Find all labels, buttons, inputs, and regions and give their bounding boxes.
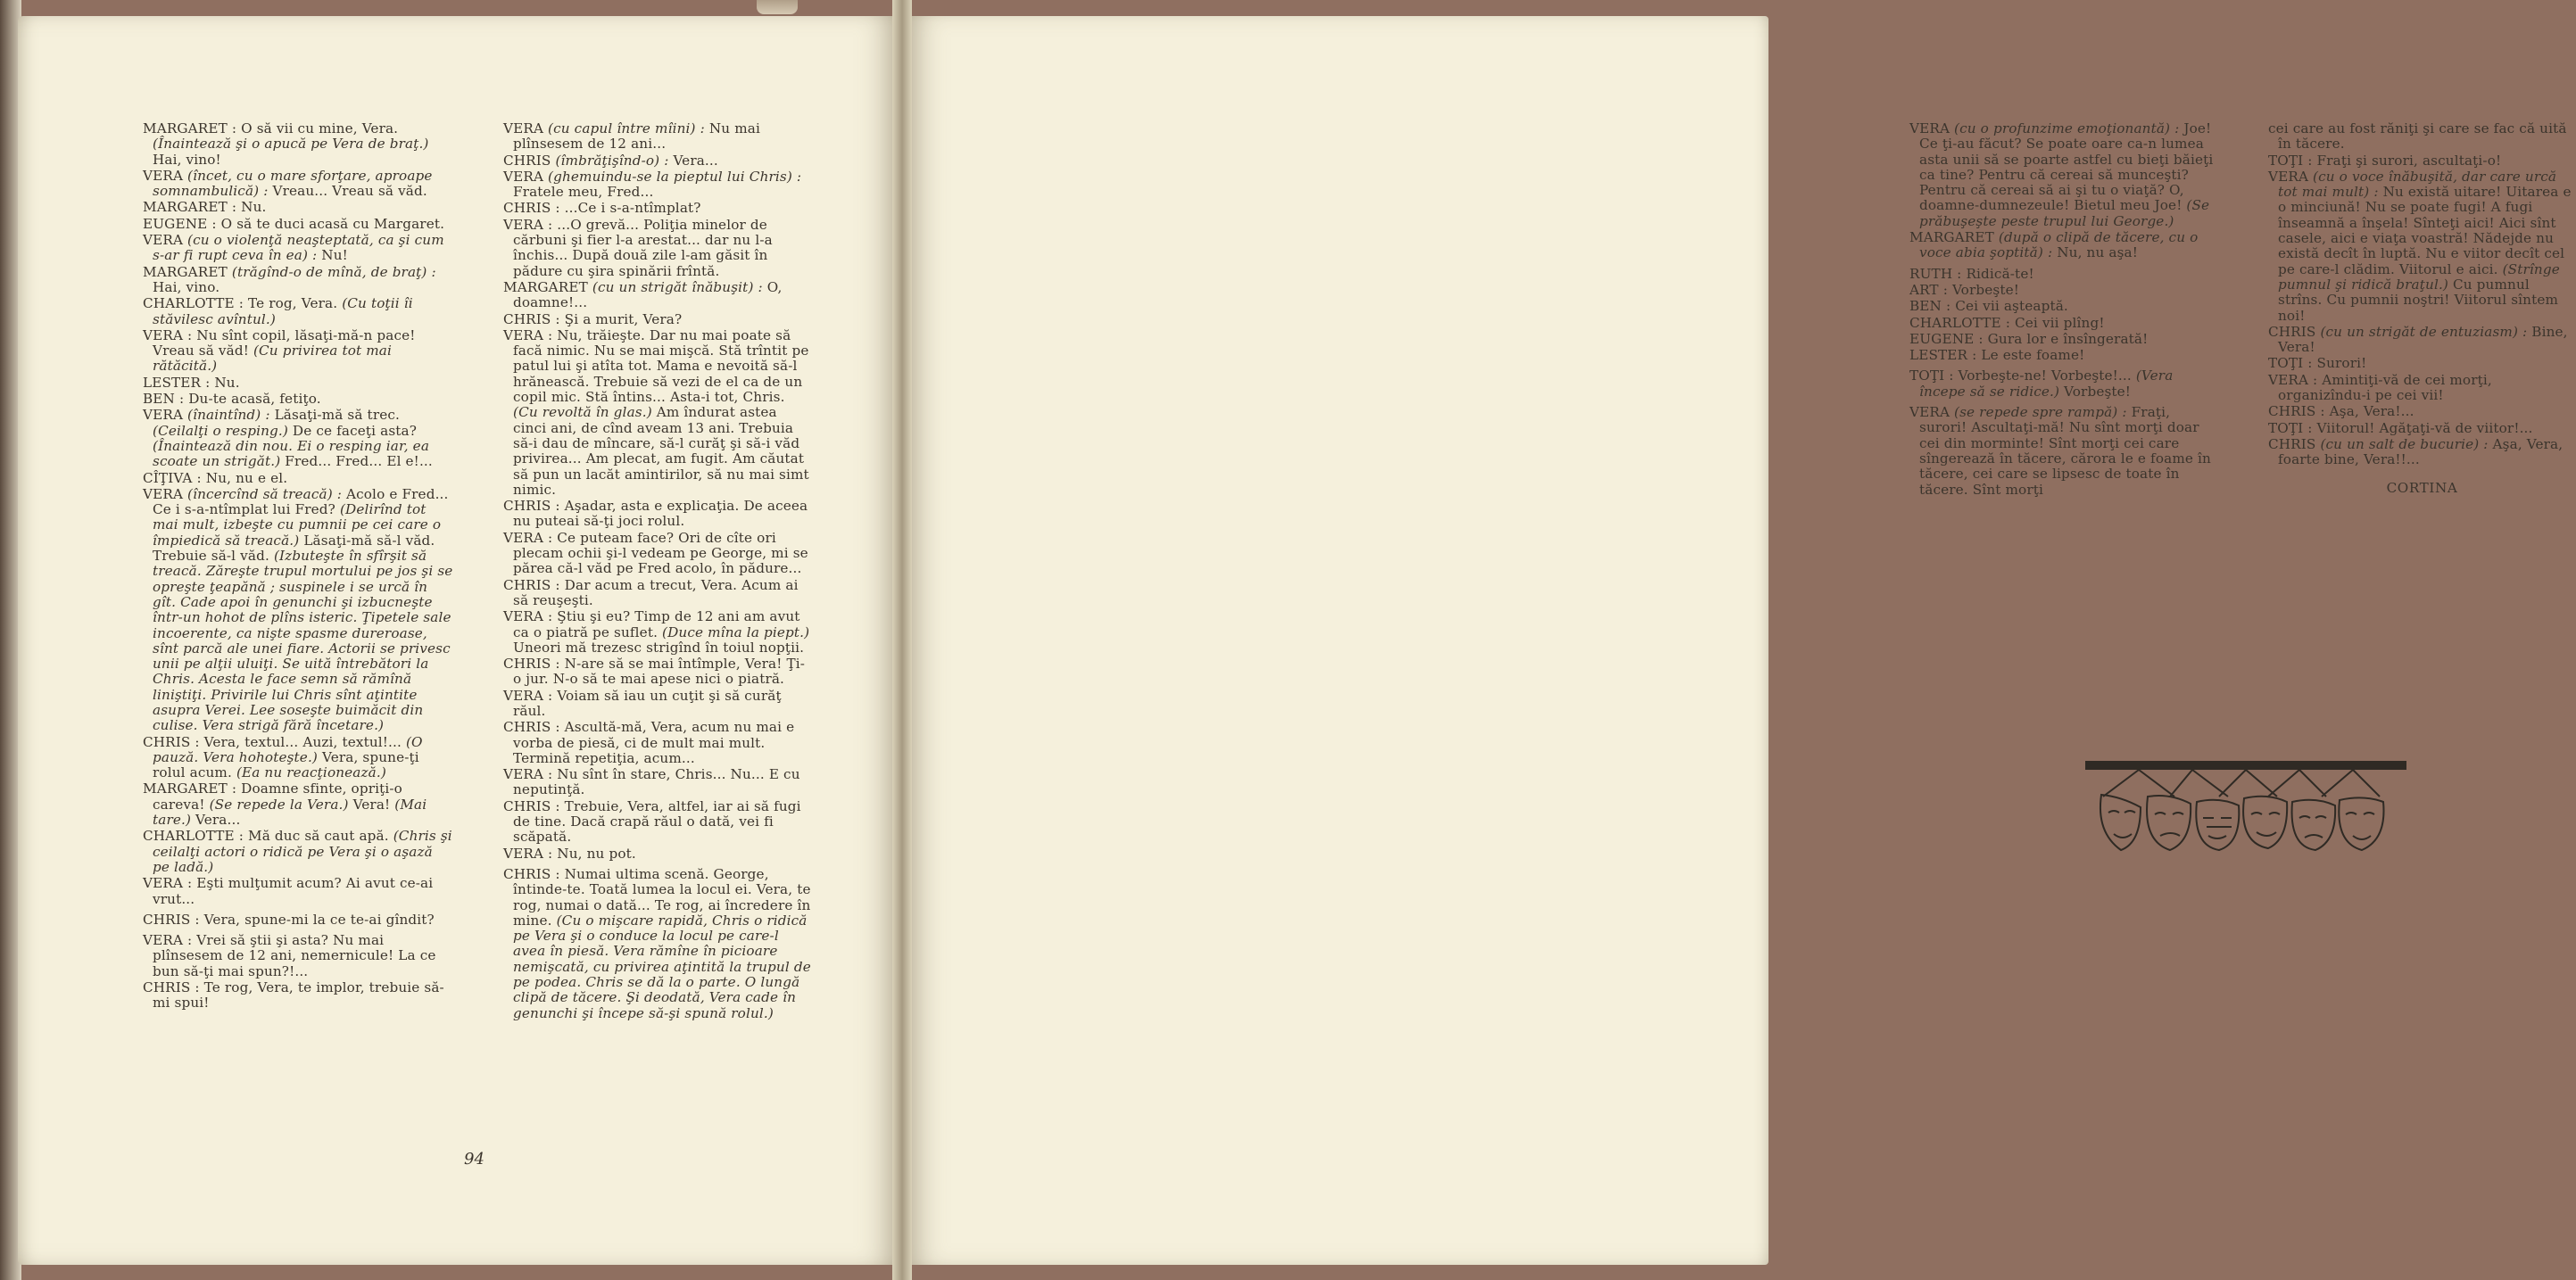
stage-direction: (cu o violenţă neaşteptată, ca şi cum s-ar fi rupt ceva în ea) :	[153, 232, 444, 264]
spoken-text: Lăsaţi-mă să trec.	[269, 407, 400, 424]
dialogue-line	[143, 200, 453, 215]
speaker-name: MARGARET	[503, 278, 588, 295]
dialogue-line	[143, 169, 453, 200]
spoken-text: Surori!	[2312, 355, 2367, 372]
spoken-text: Nu.	[236, 199, 267, 216]
dialogue-line	[503, 689, 811, 720]
speaker-name: CHRIS :	[503, 865, 560, 882]
dialogue-line	[503, 328, 811, 498]
dialogue-line	[503, 280, 811, 311]
stage-direction: (îmbrăţişînd-o) :	[551, 152, 669, 169]
spoken-text: O să vii cu mine, Vera.	[236, 120, 399, 136]
speaker-name: VERA	[143, 407, 184, 424]
stage-direction: (Izbuteşte în sfîrşit să treacă. Zăreşte trupul mortului pe jos şi se opreşte ţeapănă ; suspinele i se urcă în gît. Cade apoi în genunchi şi izbucneşte într-un hohot de plîns isteric. Ţipetele sale incoerente, ca nişte spasme dureroase, sînt parcă ale unei fiare. Actorii se privesc unii pe alţii uluiţi. Se uită întrebători la Chris. Acesta le face semn să rămînă liniştiţi. Privirile lui Chris sînt aţintite asupra Verei. Lee soseşte buimăcit din culise. Vera strigă fără încetare.)	[153, 548, 453, 734]
speaker-name: VERA :	[503, 326, 553, 343]
speaker-name: TOŢI :	[2268, 355, 2313, 372]
spoken-text: Nu!	[317, 247, 348, 264]
dialogue-line	[143, 265, 453, 296]
spoken-text: Aşa, Vera, foarte bine, Vera!!...	[2278, 435, 2564, 468]
dialogue-line	[503, 657, 811, 688]
speaker-name: LESTER :	[143, 374, 211, 391]
speaker-name: TOŢI :	[2268, 152, 2313, 169]
spoken-text: Eşti mulţumit acum? Ai avut ce-ai vrut...	[153, 875, 434, 907]
speaker-name: CÎŢIVA :	[143, 469, 202, 486]
dialogue-line	[2268, 121, 2576, 153]
stage-direction: (Chris şi ceilalţi actori o ridică pe Vera şi o aşază pe ladă.)	[153, 828, 452, 875]
stage-direction: (Mai tare.)	[153, 796, 427, 829]
spoken-text: N-are să se mai întîmple, Vera! Ţi-o jur. N-o să te mai apese nici o piatră.	[513, 656, 806, 688]
speaker-name: CHRIS :	[143, 911, 200, 928]
spoken-text: Viitorul! Agăţaţi-vă de viitor!...	[2312, 419, 2533, 436]
spoken-text: Vera, spune-ţi rolul acum.	[153, 748, 419, 781]
dialogue-line	[1909, 405, 2217, 498]
speaker-name: MARGARET :	[143, 120, 237, 136]
stage-direction: (încercînd să treacă) :	[183, 485, 343, 502]
dialogue-line	[143, 933, 453, 979]
spoken-text: Le este foame!	[1976, 347, 2085, 364]
speaker-name: VERA	[143, 485, 184, 502]
spoken-text: ...Ce i s-a-ntîmplat?	[559, 200, 701, 217]
column-2	[503, 121, 811, 1022]
spoken-text: Ce puteam face? Ori de cîte ori plecam ochii şi-l vedeam pe George, mi se părea că-l văd pe Fred acolo, în pădure...	[513, 529, 808, 577]
spoken-text: Vorbeşte-ne! Vorbeşte!...	[1953, 367, 2136, 384]
speaker-name: VERA :	[503, 608, 553, 625]
spoken-text: Trebuie, Vera, altfel, iar ai să fugi de tine. Dacă crapă răul o dată, vei fi scăpată.	[513, 797, 801, 846]
spoken-text: Vera...	[191, 812, 241, 829]
speaker-name: CHRIS :	[503, 797, 560, 814]
speaker-name: VERA :	[2268, 371, 2318, 388]
speaker-name: CHRIS :	[143, 733, 200, 750]
stage-direction: (cu un strigăt de entuziasm) :	[2315, 323, 2528, 340]
speaker-name: CHRIS :	[503, 719, 560, 736]
speaker-name: MARGARET :	[143, 780, 237, 797]
spoken-text: Te rog, Vera, te implor, trebuie să-mi spui!	[153, 979, 444, 1012]
speaker-name: CHRIS :	[503, 310, 560, 327]
stage-direction: (Ea nu reacţionează.)	[236, 764, 386, 781]
stage-direction: (Cu revoltă în glas.)	[513, 404, 652, 421]
speaker-name: VERA :	[143, 875, 193, 892]
dialogue-line	[1909, 230, 2217, 261]
dialogue-line	[1909, 332, 2217, 347]
spoken-text: O să te duci acasă cu Margaret.	[216, 215, 445, 232]
stage-direction: (Cu privirea tot mai rătăcită.)	[153, 343, 393, 375]
stage-direction: (Înaintează din nou. Ei o resping iar, ea scoate un strigăt.)	[153, 437, 430, 470]
dialogue-line	[1909, 299, 2217, 314]
dialogue-line	[503, 609, 811, 656]
dialogue-line	[1909, 267, 2217, 282]
speaker-name: CHRIS :	[2268, 403, 2325, 420]
dialogue-line	[503, 799, 811, 846]
stage-direction: (trăgînd-o de mînă, de braţ) :	[227, 263, 436, 280]
column-1	[143, 121, 453, 1012]
spoken-text: Aşa, Vera!...	[2324, 403, 2414, 420]
speaker-name: VERA	[143, 232, 184, 249]
spoken-text: Gura lor e însîngerată!	[1983, 330, 2149, 347]
dialogue-line	[143, 392, 453, 407]
spoken-text: Joe! Ce ţi-au făcut? Se poate oare ca-n lumea asta unii să se poarte astfel cu bieţi băieţi ca tine? Pentru că cereai să munceşti? Pentru că cereai să ai şi tu o viaţă? O, doamne-dumnezeule! Bietul meu Joe!	[1919, 120, 2214, 214]
column-3	[1909, 121, 2217, 499]
stage-direction: (Cu toţii îi stăvilesc avîntul.)	[153, 295, 413, 327]
dialogue-line	[2268, 325, 2576, 356]
spoken-text: Nu, trăieşte. Dar nu mai poate să facă nimic. Nu se mai mişcă. Stă trîntit pe patul lui şi atîta tot. Mama e nevoită să-l hrănească. Trebuie să vezi de el ca de un copil mic. Stă întins... Asta-i tot, Chris.	[513, 326, 809, 406]
dialogue-line	[143, 121, 453, 168]
dialogue-line	[503, 218, 811, 279]
spoken-text: Fraţi, surori! Ascultaţi-mă! Nu sînt morţi doar cei din morminte! Sînt morţi cei care sîngerează în tăcere, cărora le e foame în tăcere, cei care se lipsesc de toate în tăcere. Sînt morţi	[1919, 404, 2211, 498]
speaker-name: VERA	[503, 168, 544, 185]
spoken-text: O, doamne!...	[513, 278, 783, 311]
stage-direction: (cu un salt de bucurie) :	[2315, 435, 2489, 452]
spoken-text: Amintiţi-vă de cei morţi, organizîndu-i pe cei vii!	[2278, 371, 2492, 404]
spoken-text: Aşadar, asta e explicaţia. De aceea nu puteai să-ţi joci rolul.	[513, 498, 808, 530]
speaker-name: LESTER :	[1909, 347, 1977, 364]
spoken-text: Hai, vino.	[153, 278, 220, 295]
spoken-text: Nu mai plînsesem de 12 ani...	[513, 120, 760, 153]
left-page	[18, 16, 901, 1265]
speaker-name: BEN :	[143, 391, 185, 408]
dialogue-line	[503, 720, 811, 766]
speaker-name: VERA	[503, 120, 544, 136]
speaker-name: EUGENE :	[143, 215, 217, 232]
spoken-text: Du-te acasă, fetiţo.	[184, 391, 321, 408]
dialogue-line	[143, 980, 453, 1012]
dialogue-line	[503, 846, 811, 862]
dialogue-line	[1909, 368, 2217, 400]
speaker-name: CHRIS	[503, 152, 551, 169]
spoken-text: Am îndurat astea cinci ani, de cînd aveam 13 ani. Trebuia să-i dau de mîncare, să-l curăţ şi să-i văd privirea... Am plecat, am fugit. Am căutat să pun un lacăt amintirilor, să nu mai simt nimic.	[513, 404, 809, 498]
stage-direction: (cu o voce înăbuşită, dar care urcă tot mai mult) :	[2278, 168, 2557, 201]
speaker-name: CHRIS :	[503, 200, 560, 217]
dialogue-line	[503, 169, 811, 201]
dialogue-line	[143, 217, 453, 232]
dialogue-line	[1909, 121, 2217, 229]
speaker-name: RUTH :	[1909, 265, 1962, 282]
stage-direction: (cu o profunzime emoţionantă) :	[1950, 120, 2180, 136]
dialogue-line	[1909, 348, 2217, 363]
speaker-name: MARGARET :	[143, 199, 237, 216]
spoken-text: Ascultă-mă, Vera, acum nu mai e vorba de piesă, ci de mult mai mult. Termină repetiţia, acum...	[513, 719, 795, 766]
dialogue-line	[143, 376, 453, 391]
speaker-name: VERA :	[143, 932, 193, 949]
spoken-text: Mă duc să caut apă.	[244, 828, 393, 845]
spoken-text: cei care au fost răniţi şi care se fac că uită în tăcere.	[2268, 120, 2567, 153]
stage-direction: (Delirînd tot mai mult, izbeşte cu pumnii pe cei care o împiedică să treacă.)	[153, 501, 442, 549]
spoken-text: Nu, nu aşa!	[2052, 244, 2138, 261]
spoken-text: Vera...	[668, 152, 718, 169]
spoken-text: Lăsaţi-mă să-l văd. Trebuie să-l văd.	[153, 532, 435, 565]
stage-direction: (se repede spre rampă) :	[1950, 404, 2127, 421]
stage-direction: (O pauză. Vera hohoteşte.)	[153, 733, 423, 765]
spoken-text: Voiam să iau un cuţit şi să curăţ răul.	[513, 687, 782, 719]
speaker-name: VERA	[143, 167, 184, 184]
stage-direction: (Se prăbuşeşte peste trupul lui George.)	[1919, 197, 2210, 229]
dialogue-line	[2268, 404, 2576, 419]
spoken-text: Cu pumnul strîns. Cu pumnii noştri! Viitorul sîntem noi!	[2278, 276, 2559, 324]
dialogue-line	[143, 471, 453, 486]
speaker-name: CHARLOTTE :	[143, 295, 244, 312]
speaker-name: VERA	[2268, 168, 2309, 185]
spoken-text: Nu există uitare! Uitarea e o minciună! Nu se poate fugi! A fugi înseamnă a înşela! Sînteţi aici! Aici sînt casele, aici e viaţa voastră! Nădejde nu există decît în luptă. Nu e viitor decît cel pe care-l clădim. Viitorul e aici.	[2278, 184, 2572, 277]
page-number: 94	[464, 1150, 485, 1169]
speaker-name: TOŢI :	[1909, 367, 1954, 384]
spoken-text: Nu sînt în stare, Chris... Nu... E cu neputinţă.	[513, 766, 800, 798]
stage-direction: (Duce mîna la piept.)	[662, 623, 810, 640]
dialogue-line	[503, 312, 811, 327]
spoken-text: Acolo e Fred... Ce i s-a-ntîmplat lui Fred?	[153, 485, 449, 518]
speaker-name: CHRIS	[2268, 435, 2316, 452]
stage-direction: (Înaintează şi o apucă pe Vera de braţ.)	[153, 136, 429, 153]
dialogue-line	[143, 829, 453, 875]
spoken-text: Uneori mă trezesc strigînd în toiul nopţii.	[513, 639, 805, 656]
stage-direction: (cu capul între mîini) :	[543, 120, 705, 136]
speaker-name: VERA :	[143, 326, 193, 343]
spoken-text: Vera, textul... Auzi, textul!...	[199, 733, 406, 750]
speaker-name: CHARLOTTE :	[143, 828, 244, 845]
spoken-text: Ridică-te!	[1961, 265, 2034, 282]
spoken-text: Fred... Fred... El e!...	[280, 453, 433, 470]
speaker-name: VERA	[1909, 404, 1951, 421]
spoken-text: Dar acum a trecut, Vera. Acum ai să reuşeşti.	[513, 576, 799, 608]
spoken-text: Nu.	[210, 374, 240, 391]
stage-direction: (după o clipă de tăcere, cu o voce abia şoptită) :	[1919, 229, 2199, 261]
stage-direction: (înaintînd) :	[183, 407, 270, 424]
dialogue-line	[1909, 316, 2217, 331]
book-gutter	[892, 0, 912, 1280]
stage-direction: (Vera începe să se ridice.)	[1919, 367, 2174, 400]
spoken-text: Ştiu şi eu? Timp de 12 ani am avut ca o piatră pe suflet.	[513, 608, 800, 640]
speaker-name: MARGARET	[143, 263, 228, 280]
spoken-text: Şi a murit, Vera?	[559, 310, 683, 327]
dialogue-line	[503, 201, 811, 216]
bookmark-ribbon	[757, 0, 798, 14]
spoken-text: De ce faceţi asta?	[287, 422, 418, 439]
right-page	[903, 16, 2572, 1265]
dialogue-line	[143, 296, 453, 327]
dialogue-line	[503, 121, 811, 153]
spoken-text: Numai ultima scenă. George, întinde-te. Toată lumea la locul ei. Vera, te rog, numai o dată... Te rog, ai încredere în mine.	[513, 865, 811, 929]
spoken-text: Nu, nu e el.	[201, 469, 288, 486]
dialogue-line	[503, 531, 811, 577]
spoken-text: Cei vii plîng!	[2010, 314, 2105, 331]
dialogue-line	[143, 233, 453, 264]
spoken-text: Nu sînt copil, lăsaţi-mă-n pace! Vreau să văd!	[153, 326, 416, 359]
dialogue-line	[2268, 421, 2576, 436]
spoken-text: Vrei să ştii şi asta? Nu mai plînsesem de 12 ani, nemernicule! La ce bun să-ţi mai spun?!...	[153, 932, 436, 979]
column-4	[2268, 121, 2576, 497]
spoken-text: Vorbeşte!	[1947, 281, 2019, 298]
speaker-name: CHRIS :	[503, 656, 560, 673]
speaker-name: CHRIS :	[143, 979, 200, 996]
dialogue-line	[2268, 356, 2576, 371]
dialogue-line	[143, 328, 453, 375]
stage-direction: (cu un strigăt înăbuşit) :	[587, 278, 763, 295]
stage-direction: (Strînge pumnul şi ridică braţul.)	[2278, 260, 2560, 293]
stage-direction: (încet, cu o mare sforţare, aproape somnambulică) :	[153, 167, 433, 200]
dialogue-line	[143, 487, 453, 734]
stage-direction: (ghemuindu-se la pieptul lui Chris) :	[543, 168, 802, 185]
dialogue-line	[143, 735, 453, 781]
closing-curtain-text: CORTINA	[2386, 479, 2458, 496]
speaker-name: EUGENE :	[1909, 330, 1984, 347]
dialogue-line	[503, 153, 811, 169]
spoken-text: Fratele meu, Fred...	[513, 184, 654, 201]
speaker-name: CHARLOTTE :	[1909, 314, 2011, 331]
speaker-name: CHRIS	[2268, 323, 2316, 340]
speaker-name: VERA :	[503, 687, 553, 704]
speaker-name: TOŢI :	[2268, 419, 2313, 436]
spoken-text: Vera!	[348, 796, 395, 813]
dialogue-line	[2268, 153, 2576, 169]
speaker-name: CHRIS :	[503, 576, 560, 593]
dialogue-line	[503, 499, 811, 530]
spoken-text: Vorbeşte!	[2059, 383, 2132, 400]
dialogue-line	[503, 867, 811, 1021]
speaker-name: VERA	[1909, 120, 1951, 136]
speaker-name: VERA :	[503, 766, 553, 783]
stage-direction: (Se repede la Vera.)	[209, 796, 349, 813]
spoken-text: Te rog, Vera.	[244, 295, 343, 312]
spoken-text: Bine, Vera!	[2278, 323, 2568, 356]
dialogue-line	[2268, 169, 2576, 324]
dialogue-line	[143, 913, 453, 928]
stage-direction: (Cu o mişcare rapidă, Chris o ridică pe Vera şi o conduce la locul pe care-l avea în piesă. Vera rămîne în picioare nemişcată, cu privirea aţintită la trupul de pe podea. Chris se dă la o parte. O lungă clipă de tăcere. Şi deodată, Vera cade în genunchi şi începe să-şi spună rolul.)	[513, 912, 811, 1021]
spoken-text: Hai, vino!	[153, 151, 221, 168]
speaker-name: VERA :	[503, 529, 553, 546]
theatre-masks-illustration	[2085, 761, 2406, 859]
spoken-text: Doamne sfinte, opriţi-o careva!	[153, 780, 402, 813]
spoken-text: ...O grevă... Poliţia minelor de cărbuni şi fier l-a arestat... dar nu l-a închis... După două zile l-am găsit în pădure cu şira spinării frîntă.	[513, 216, 773, 279]
speaker-name: CHRIS :	[503, 498, 560, 515]
spoken-text: Vera, spune-mi la ce te-ai gîndit?	[199, 911, 435, 928]
speaker-name: MARGARET	[1909, 229, 1994, 246]
stage-direction: (Ceilalţi o resping.)	[153, 422, 288, 439]
dialogue-line	[1909, 283, 2217, 298]
dialogue-line	[2268, 437, 2576, 468]
speaker-name: VERA :	[503, 216, 553, 233]
spoken-text: Fraţi şi surori, ascultaţi-o!	[2312, 152, 2502, 169]
speaker-name: BEN :	[1909, 298, 1951, 315]
spoken-text: Nu, nu pot.	[552, 845, 636, 862]
speaker-name: ART :	[1909, 281, 1948, 298]
speaker-name: VERA :	[503, 845, 553, 862]
dialogue-line	[143, 876, 453, 907]
dialogue-line	[503, 578, 811, 609]
dialogue-line	[143, 781, 453, 828]
spoken-text: Cei vii aşteaptă.	[1951, 298, 2068, 315]
dialogue-line	[2268, 373, 2576, 404]
spoken-text: Vreau... Vreau să văd.	[268, 183, 427, 200]
dialogue-line	[143, 408, 453, 469]
dialogue-line	[503, 767, 811, 798]
